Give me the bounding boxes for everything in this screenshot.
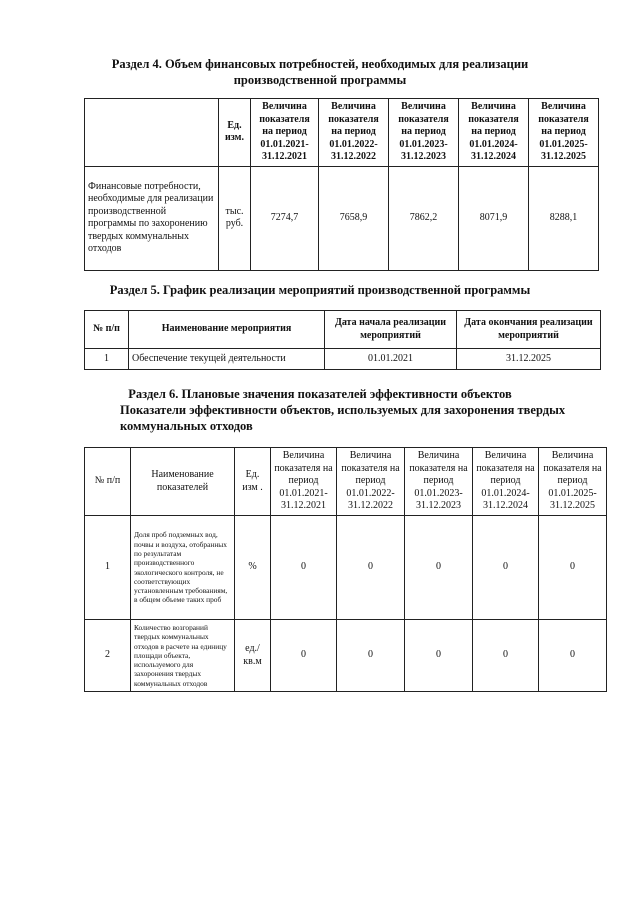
financial-needs-table xyxy=(84,98,599,271)
efficiency-header-period-2021: Величина показателя на период 01.01.2021-31.12.2021 xyxy=(271,448,337,516)
schedule-row-name: Обеспечение текущей деятельности xyxy=(129,349,325,370)
section6-subtitle-line1: Показатели эффективности объектов, используемых для захоронения твердых xyxy=(120,403,566,417)
efficiency-row-2-num: 2 xyxy=(85,620,131,692)
efficiency-header-period-2023: Величина показателя на период 01.01.2023-31.12.2023 xyxy=(405,448,473,516)
efficiency-row-2-value-2024: 0 xyxy=(473,620,539,692)
financial-value-2024: 8071,9 xyxy=(459,166,529,270)
schedule-row-end: 31.12.2025 xyxy=(457,349,601,370)
efficiency-header-period-2025: Величина показателя на период 01.01.2025-31.12.2025 xyxy=(539,448,607,516)
schedule-header-end: Дата окончания реализации мероприятий xyxy=(457,311,601,349)
schedule-table xyxy=(84,310,601,370)
financial-header-period-2022: Величина показателя на период 01.01.2022-31.12.2022 xyxy=(319,99,389,167)
schedule-row xyxy=(85,349,601,370)
efficiency-row-1-value-2021: 0 xyxy=(271,516,337,620)
section6-subtitle-line2: коммунальных отходов xyxy=(120,419,253,433)
efficiency-row-2-name: Количество возгораний твердых коммунальных отходов в расчете на единицу площади объекта, используемого для захоронения твердых коммунальных отходов xyxy=(131,620,235,692)
efficiency-header-num: № п/п xyxy=(85,448,131,516)
efficiency-row-1 xyxy=(85,516,607,620)
section5-title: Раздел 5. График реализации мероприятий производственной программы xyxy=(109,283,531,297)
efficiency-header-period-2024: Величина показателя на период 01.01.2024-31.12.2024 xyxy=(473,448,539,516)
efficiency-row-1-num: 1 xyxy=(85,516,131,620)
schedule-header-start: Дата начала реализации мероприятий xyxy=(325,311,457,349)
efficiency-row-2 xyxy=(85,620,607,692)
schedule-header-row xyxy=(85,311,601,349)
financial-header-unit: Ед. изм. xyxy=(219,99,251,167)
financial-value-2025: 8288,1 xyxy=(529,166,599,270)
financial-header-period-2023: Величина показателя на период 01.01.2023-31.12.2023 xyxy=(389,99,459,167)
financial-value-2023: 7862,2 xyxy=(389,166,459,270)
efficiency-header-unit: Ед. изм . xyxy=(235,448,271,516)
schedule-header-name: Наименование мероприятия xyxy=(129,311,325,349)
efficiency-row-1-unit: % xyxy=(235,516,271,620)
efficiency-row-2-unit: ед./ кв.м xyxy=(235,620,271,692)
schedule-row-num: 1 xyxy=(85,349,129,370)
financial-header-period-2025: Величина показателя на период 01.01.2025-31.12.2025 xyxy=(529,99,599,167)
financial-row xyxy=(85,166,599,270)
efficiency-row-2-value-2022: 0 xyxy=(337,620,405,692)
efficiency-row-2-value-2025: 0 xyxy=(539,620,607,692)
efficiency-row-1-value-2022: 0 xyxy=(337,516,405,620)
section4-title-line2: производственной программы xyxy=(233,73,407,87)
section6-title: Раздел 6. Плановые значения показателей эффективности объектов xyxy=(128,387,512,401)
efficiency-table xyxy=(84,447,607,692)
financial-row-unit: тыс. руб. xyxy=(219,166,251,270)
schedule-header-num: № п/п xyxy=(85,311,129,349)
financial-header-period-2021: Величина показателя на период 01.01.2021-31.12.2021 xyxy=(251,99,319,167)
efficiency-row-2-value-2023: 0 xyxy=(405,620,473,692)
efficiency-row-1-value-2023: 0 xyxy=(405,516,473,620)
schedule-row-start: 01.01.2021 xyxy=(325,349,457,370)
financial-row-name: Финансовые потребности, необходимые для реализации производственной программы по захоронению твердых коммунальных отходов xyxy=(85,166,219,270)
financial-value-2021: 7274,7 xyxy=(251,166,319,270)
efficiency-header-period-2022: Величина показателя на период 01.01.2022-31.12.2022 xyxy=(337,448,405,516)
financial-header-row xyxy=(85,99,599,167)
efficiency-row-2-value-2021: 0 xyxy=(271,620,337,692)
efficiency-row-1-value-2025: 0 xyxy=(539,516,607,620)
efficiency-header-name: Наименование показателей xyxy=(131,448,235,516)
financial-header-period-2024: Величина показателя на период 01.01.2024-31.12.2024 xyxy=(459,99,529,167)
financial-header-empty xyxy=(85,99,219,167)
efficiency-row-1-name: Доля проб подземных вод, почвы и воздуха, отобранных по результатам производственного экологического контроля, не соответствующих установленным требованиям, в общем объеме таких проб xyxy=(131,516,235,620)
efficiency-row-1-value-2024: 0 xyxy=(473,516,539,620)
efficiency-header-row xyxy=(85,448,607,516)
section4-title-line1: Раздел 4. Объем финансовых потребностей, необходимых для реализации xyxy=(111,57,529,71)
financial-value-2022: 7658,9 xyxy=(319,166,389,270)
